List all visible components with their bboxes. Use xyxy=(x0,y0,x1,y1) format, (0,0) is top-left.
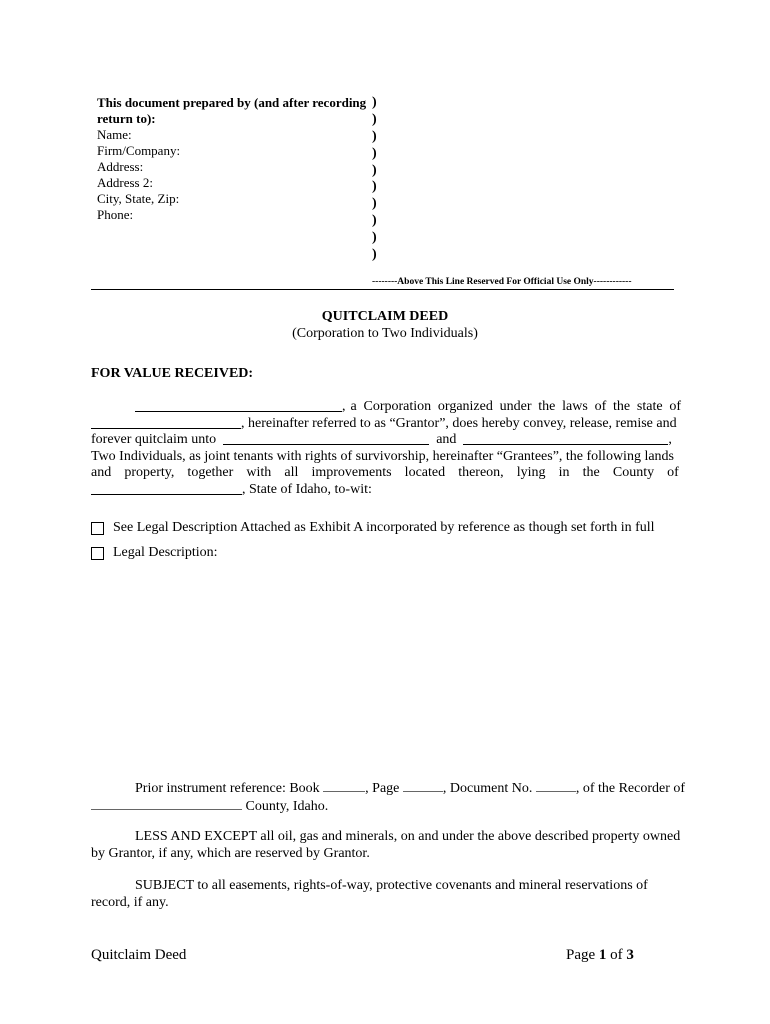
recorder-county-blank[interactable] xyxy=(91,797,242,810)
for-value-heading: FOR VALUE RECEIVED: xyxy=(91,366,254,381)
line-text: Two Individuals, as joint tenants with rights of survivorship, hereinafter “Grantees”, the following lands xyxy=(91,448,675,464)
state-blank[interactable] xyxy=(91,416,241,429)
paragraph-line xyxy=(91,416,681,433)
line-text: , State of Idaho, to-wit: xyxy=(242,481,372,497)
paragraph-line: record, if any. xyxy=(91,895,169,910)
paragraph-line: SUBJECT to all easements, rights-of-way, protective covenants and mineral reservations of xyxy=(135,878,648,893)
paragraph-line xyxy=(91,465,681,482)
comma-text: , xyxy=(668,432,672,447)
official-use-line: --------Above This Line Reserved For Official Use Only------------ xyxy=(372,277,632,287)
exhibit-option[interactable] xyxy=(91,520,655,536)
prepared-by-block xyxy=(97,95,372,223)
exhibit-checkbox[interactable] xyxy=(91,522,104,535)
line-text: and property, together with all improvements located thereon, lying in the County of xyxy=(91,465,679,480)
paragraph-line: by Grantor, if any, which are reserved by Grantor. xyxy=(91,846,370,861)
paren: ) xyxy=(372,95,377,110)
paren: ) xyxy=(372,128,377,144)
prepared-by-heading: This document prepared by (and after recording xyxy=(97,95,367,110)
paren: ) xyxy=(372,213,377,229)
paren-column xyxy=(372,95,377,264)
line-text: forever quitclaim unto xyxy=(91,432,217,447)
paragraph-line: County, Idaho. xyxy=(91,797,681,815)
footer-document-name: Quitclaim Deed xyxy=(91,947,187,963)
city-state-zip-label: City, State, Zip: xyxy=(97,191,180,206)
document-title: QUITCLAIM DEED xyxy=(321,309,449,324)
paragraph-line xyxy=(91,449,681,466)
paren: ) xyxy=(372,111,377,127)
document-subtitle: (Corporation to Two Individuals) xyxy=(292,326,478,341)
legal-description-label: Legal Description: xyxy=(113,545,218,560)
subject-to-paragraph xyxy=(91,877,681,911)
grantee2-blank[interactable] xyxy=(463,432,668,445)
paragraph-line xyxy=(91,432,681,449)
exhibit-option-label: See Legal Description Attached as Exhibit A incorporated by reference as though set forth in full xyxy=(113,520,655,535)
footer-page-number: Page 1 of 3 xyxy=(566,947,634,963)
prior-instrument-paragraph xyxy=(91,779,686,815)
phone-label: Phone: xyxy=(97,207,134,222)
document-number-blank[interactable] xyxy=(536,779,576,792)
address2-label: Address 2: xyxy=(97,175,153,190)
legal-description-checkbox[interactable] xyxy=(91,547,104,560)
legal-description-option[interactable] xyxy=(91,545,218,561)
and-text: and xyxy=(436,432,457,447)
page-blank[interactable] xyxy=(403,779,443,792)
firm-label: Firm/Company: xyxy=(97,143,181,158)
county-blank[interactable] xyxy=(91,482,242,495)
paragraph-line xyxy=(91,482,681,499)
paren: ) xyxy=(372,145,377,161)
paren: ) xyxy=(372,179,377,195)
grantee1-blank[interactable] xyxy=(223,432,429,445)
paren: ) xyxy=(372,247,377,263)
paragraph-line: Prior instrument reference: Book , Page , Document No. , of the Recorder of xyxy=(135,781,686,796)
name-label: Name: xyxy=(97,127,132,142)
paragraph-line: LESS AND EXCEPT all oil, gas and minerals, on and under the above described property owned xyxy=(135,829,681,844)
prepared-by-heading-cont: return to): xyxy=(97,111,156,126)
less-except-paragraph xyxy=(91,828,681,862)
line-text: , hereinafter referred to as “Grantor”, does hereby convey, release, remise and xyxy=(241,415,677,431)
paragraph-line: , a Corporation organized under the laws of the state of xyxy=(91,399,681,416)
line-text: a Corporation organized under the laws of the state of xyxy=(350,399,681,414)
address-label: Address: xyxy=(97,159,144,174)
paren: ) xyxy=(372,162,377,178)
header-divider xyxy=(91,289,674,290)
conveyance-paragraph xyxy=(91,399,681,498)
paren: ) xyxy=(372,196,377,212)
grantor-name-blank[interactable] xyxy=(135,399,342,412)
paren: ) xyxy=(372,230,377,246)
book-blank[interactable] xyxy=(323,779,365,792)
